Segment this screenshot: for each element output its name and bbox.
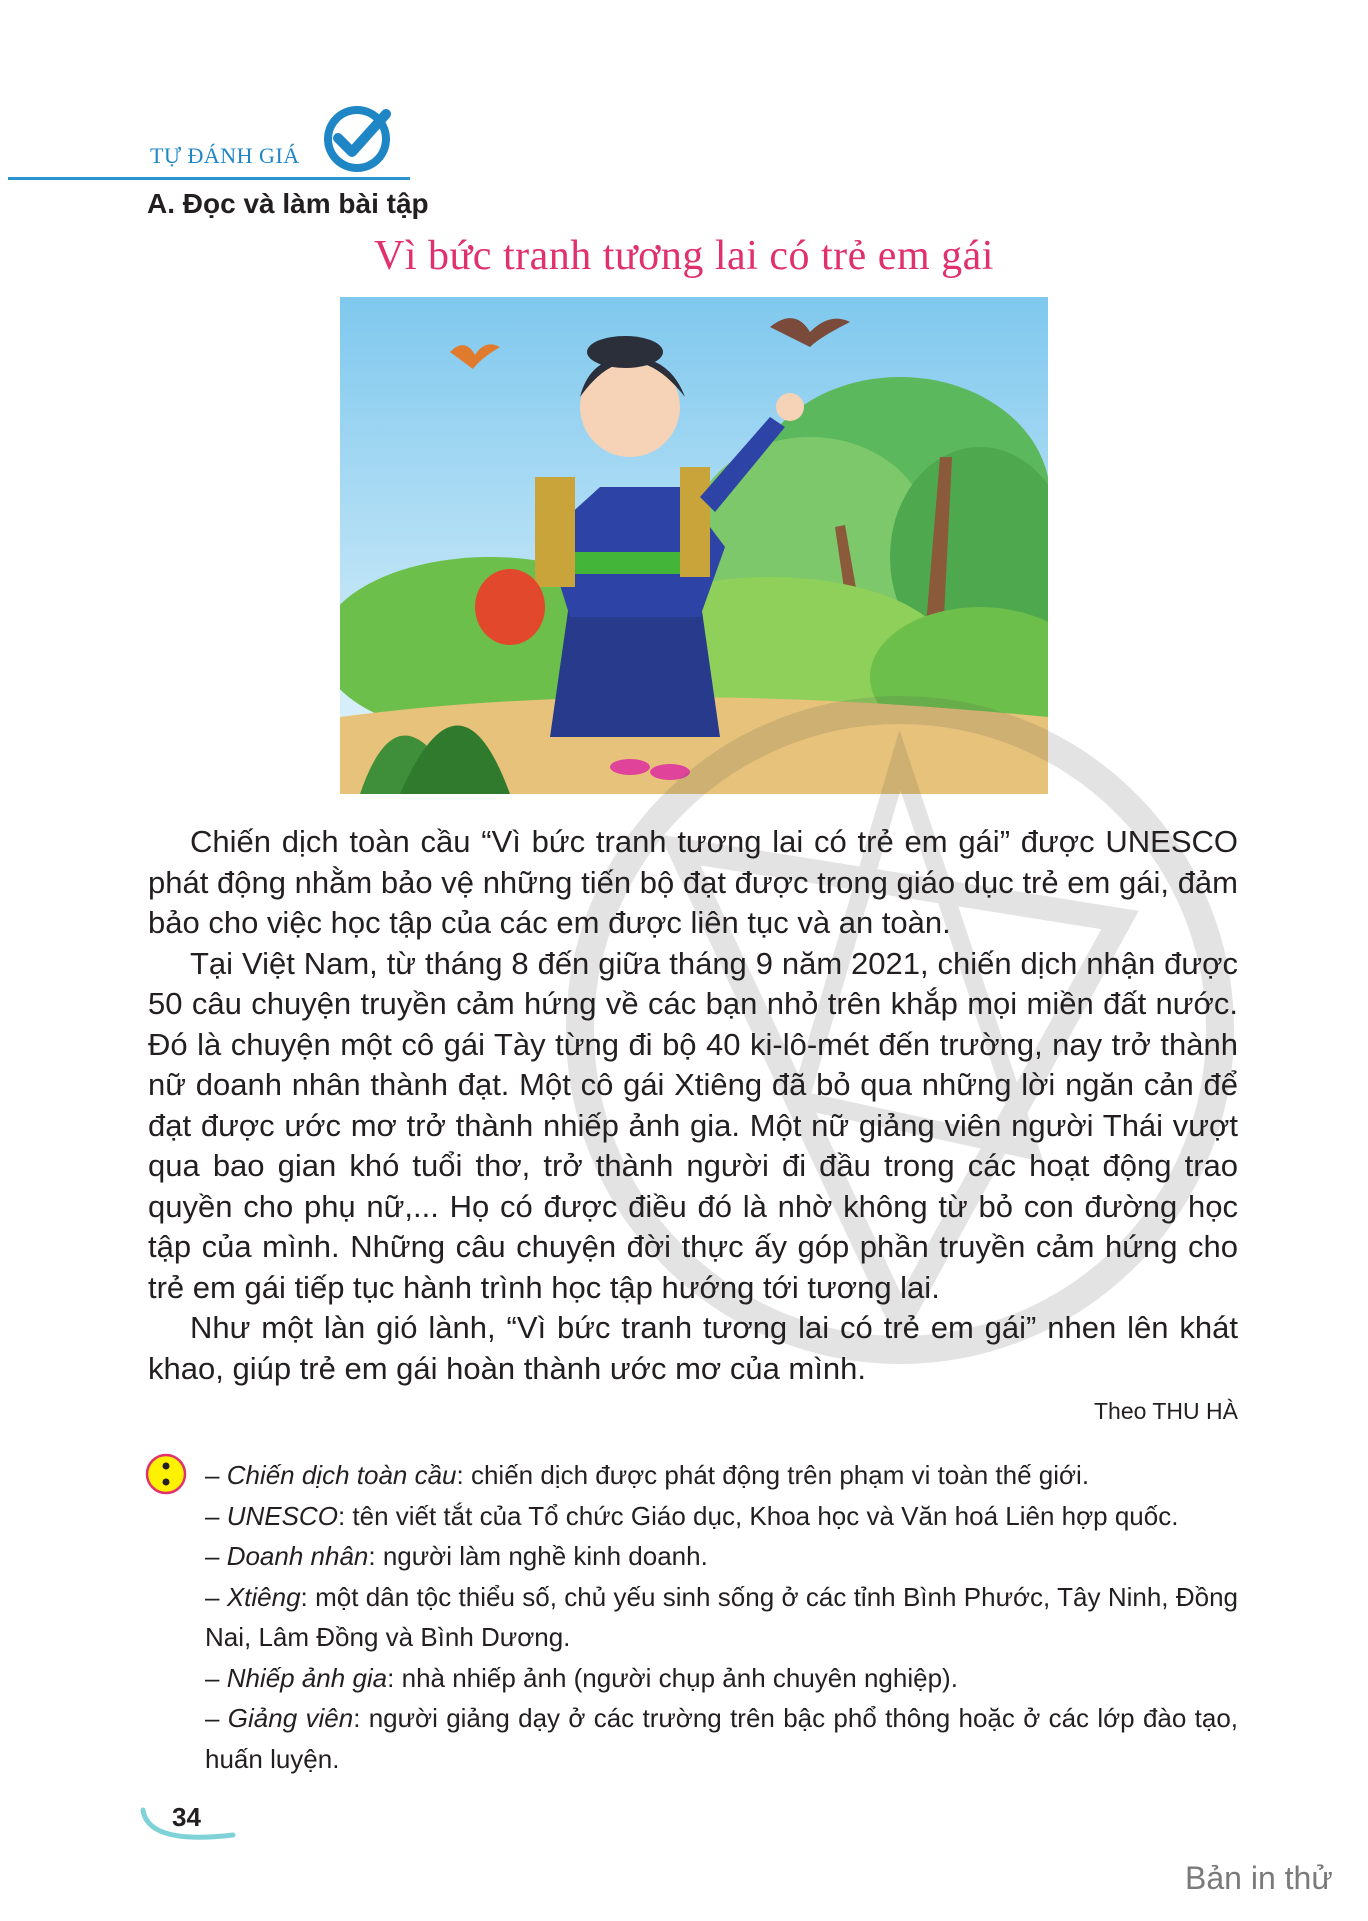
glossary-term: Nhiếp ảnh gia (226, 1662, 388, 1693)
glossary-term: Giảng viên (227, 1703, 354, 1733)
illustration-girl-walking-to-school (340, 297, 1048, 794)
glossary-term: UNESCO (226, 1500, 338, 1531)
glossary-item: – Doanh nhân: người làm nghề kinh doanh. (205, 1541, 708, 1571)
glossary-item: – Giảng viên: người giảng dạy ở các trường trên bậc phổ thông hoặc ở các lớp đào tạo, huấn luyện. (205, 1703, 1239, 1774)
glossary-item: – UNESCO: tên viết tắt của Tổ chức Giáo dục, Khoa học và Văn hoá Liên hợp quốc. (205, 1500, 1179, 1531)
source-attribution: Theo THU HÀ (1093, 1398, 1238, 1424)
glossary-definition: : nhà nhiếp ảnh (người chụp ảnh chuyên nghiệp). (387, 1662, 958, 1693)
glossary-definition: : người làm nghề kinh doanh. (368, 1541, 708, 1571)
glossary-item: – Chiến dịch toàn cầu: chiến dịch được phát động trên phạm vi toàn thế giới. (205, 1460, 1090, 1490)
glossary-definition: : một dân tộc thiểu số, chủ yếu sinh sống ở các tỉnh Bình Phước, Tây Ninh, Đồng Nai, Lâm Đồng và Bình Dương. (205, 1581, 1239, 1652)
checkmark-icon (320, 102, 394, 176)
section-label: TỰ ĐÁNH GIÁ (150, 143, 300, 168)
draft-watermark: Bản in thử (1185, 1860, 1333, 1896)
glossary-definition: : tên viết tắt của Tổ chức Giáo dục, Khoa học và Văn hoá Liên hợp quốc. (337, 1500, 1179, 1531)
glossary-definition: : người giảng dạy ở các trường trên bậc phổ thông hoặc ở các lớp đào tạo, huấn luyện. (205, 1703, 1239, 1774)
glossary-term: Xtiêng (226, 1581, 301, 1612)
page-number: 34 (172, 1802, 201, 1832)
colon-note-icon (145, 1453, 187, 1495)
story-title: Vì bức tranh tương lai có trẻ em gái (374, 233, 994, 279)
glossary (205, 1455, 1238, 1779)
glossary-term: Doanh nhân (226, 1541, 369, 1571)
glossary-item: – Nhiếp ảnh gia: nhà nhiếp ảnh (người chụp ảnh chuyên nghiệp). (205, 1662, 958, 1693)
story-paragraph: Như một làn gió lành, “Vì bức tranh tương lai có trẻ em gái” nhen lên khát khao, giúp trẻ em gái hoàn thành ước mơ của mình. (148, 1310, 1238, 1386)
glossary-item: – Xtiêng: một dân tộc thiểu số, chủ yếu sinh sống ở các tỉnh Bình Phước, Tây Ninh, Đồng Nai, Lâm Đồng và Bình Dương. (205, 1581, 1239, 1652)
section-heading: A. Đọc và làm bài tập (147, 188, 429, 219)
story-paragraph: Tại Việt Nam, từ tháng 8 đến giữa tháng 9 năm 2021, chiến dịch nhận được 50 câu chuyện truyền cảm hứng về các bạn nhỏ trên khắp mọi miền đất nước. Đó là chuyện một cô gái Tày từng đi bộ 40 ki-lô-mét đến trường, nay trở thành nữ doanh nhân thành đạt. Một cô gái Xtiêng đã bỏ qua những lời ngăn cản để đạt được ước mơ trở thành nhiếp ảnh gia. Một nữ giảng viên người Thái vượt qua bao gian khó tuổi thơ, trở thành người đi đầu trong các hoạt động trao quyền cho phụ nữ,... Họ có được điều đó là nhờ không từ bỏ con đường học tập của mình. Những câu chuyện đời thực ấy góp phần truyền cảm hứng cho trẻ em gái tiếp tục hành trình học tập hướng tới tương lai. (148, 945, 1238, 1305)
story-body (148, 822, 1238, 1389)
story-paragraph: Chiến dịch toàn cầu “Vì bức tranh tương lai có trẻ em gái” được UNESCO phát động nhằm bảo vệ những tiến bộ đạt được trong giáo dục trẻ em gái, đảm bảo cho việc học tập của các em được liên tục và an toàn. (148, 824, 1238, 940)
glossary-term: Chiến dịch toàn cầu (226, 1460, 457, 1490)
header-divider (8, 177, 410, 180)
glossary-definition: : chiến dịch được phát động trên phạm vi toàn thế giới. (456, 1460, 1090, 1490)
